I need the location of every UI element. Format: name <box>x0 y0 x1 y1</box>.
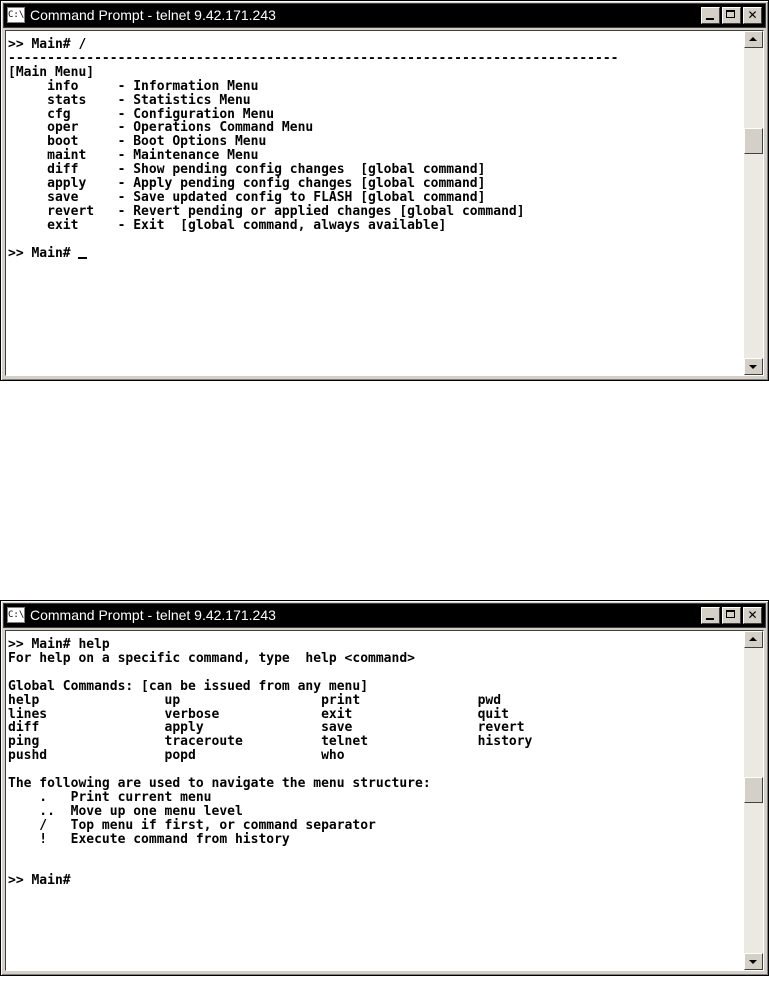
window-controls <box>701 607 762 625</box>
vertical-scrollbar[interactable] <box>744 631 763 970</box>
scroll-down-button[interactable] <box>744 953 763 970</box>
title-bar[interactable] <box>3 3 766 28</box>
console-line: maint - Maintenance Menu <box>47 148 259 164</box>
command-prompt-icon[interactable]: C:\ <box>7 607 25 623</box>
console-client-area[interactable] <box>5 630 764 971</box>
close-icon: ✕ <box>747 8 758 22</box>
maximize-button[interactable] <box>722 7 741 24</box>
console-output[interactable] <box>6 31 744 375</box>
console-line: >> Main# help <box>8 637 110 652</box>
console-line: diff apply save revert <box>8 720 525 736</box>
console-line: The following are used to navigate the menu structure: <box>8 776 431 792</box>
console-line: oper - Operations Command Menu <box>47 120 314 136</box>
arrow-down-icon <box>749 365 757 369</box>
console-line: . Print current menu <box>39 789 212 805</box>
minimize-icon <box>706 618 714 620</box>
console-text <box>6 31 744 261</box>
title-bar[interactable] <box>3 603 766 628</box>
command-prompt-window-1 <box>0 0 769 381</box>
scrollbar-thumb[interactable] <box>744 128 763 154</box>
command-prompt: >> Main# <box>8 873 79 889</box>
close-button[interactable] <box>743 607 762 624</box>
text-cursor <box>78 257 87 259</box>
scroll-down-button[interactable] <box>744 358 763 375</box>
maximize-icon <box>726 610 735 618</box>
console-line: ------------------------------------------------------------------------------ <box>8 50 619 66</box>
minimize-button[interactable] <box>701 607 720 624</box>
close-button[interactable] <box>743 7 762 24</box>
scrollbar-thumb[interactable] <box>744 777 763 803</box>
command-prompt: >> Main# <box>8 245 79 261</box>
console-line: save - Save updated config to FLASH [global command] <box>47 189 486 205</box>
console-output[interactable] <box>6 631 744 970</box>
maximize-icon <box>726 10 735 18</box>
console-client-area[interactable] <box>5 30 764 376</box>
arrow-up-icon <box>749 637 757 641</box>
close-icon: ✕ <box>747 608 758 622</box>
window-title: Command Prompt - telnet 9.42.171.243 <box>30 7 276 23</box>
console-line: ! Execute command from history <box>39 831 290 847</box>
console-line: ping traceroute telnet history <box>8 734 533 750</box>
console-line: stats - Statistics Menu <box>47 92 251 108</box>
console-line: >> Main# / <box>8 37 87 52</box>
arrow-up-icon <box>749 37 757 41</box>
vertical-scrollbar[interactable] <box>744 31 763 375</box>
window-title: Command Prompt - telnet 9.42.171.243 <box>30 607 276 623</box>
console-line: revert - Revert pending or applied changes [global command] <box>47 203 525 219</box>
console-line: cfg - Configuration Menu <box>47 106 275 122</box>
console-line: For help on a specific command, type help <command> <box>8 650 415 666</box>
window-controls <box>701 7 762 25</box>
command-prompt-window-2 <box>0 600 769 976</box>
console-line: lines verbose exit quit <box>8 706 509 722</box>
scroll-up-button[interactable] <box>744 31 763 48</box>
console-line: pushd popd who <box>8 748 345 764</box>
maximize-button[interactable] <box>722 607 741 624</box>
console-lines <box>8 37 618 233</box>
console-line: boot - Boot Options Menu <box>47 134 267 150</box>
minimize-icon <box>706 18 714 20</box>
console-line: apply - Apply pending config changes [global command] <box>47 176 486 192</box>
console-lines <box>8 637 532 847</box>
console-line: help up print pwd <box>8 692 502 708</box>
console-line: diff - Show pending config changes [global command] <box>47 162 486 178</box>
minimize-button[interactable] <box>701 7 720 24</box>
console-line: .. Move up one menu level <box>39 803 243 819</box>
arrow-down-icon <box>749 960 757 964</box>
console-line: exit - Exit [global command, always available] <box>47 217 447 233</box>
console-line: info - Information Menu <box>47 78 259 94</box>
console-line: Global Commands: [can be issued from any menu] <box>8 678 369 694</box>
command-prompt-icon[interactable]: C:\ <box>7 7 25 23</box>
console-line: / Top menu if first, or command separator <box>39 817 376 833</box>
scroll-up-button[interactable] <box>744 631 763 648</box>
console-line: [Main Menu] <box>8 64 95 80</box>
console-text <box>6 631 744 888</box>
